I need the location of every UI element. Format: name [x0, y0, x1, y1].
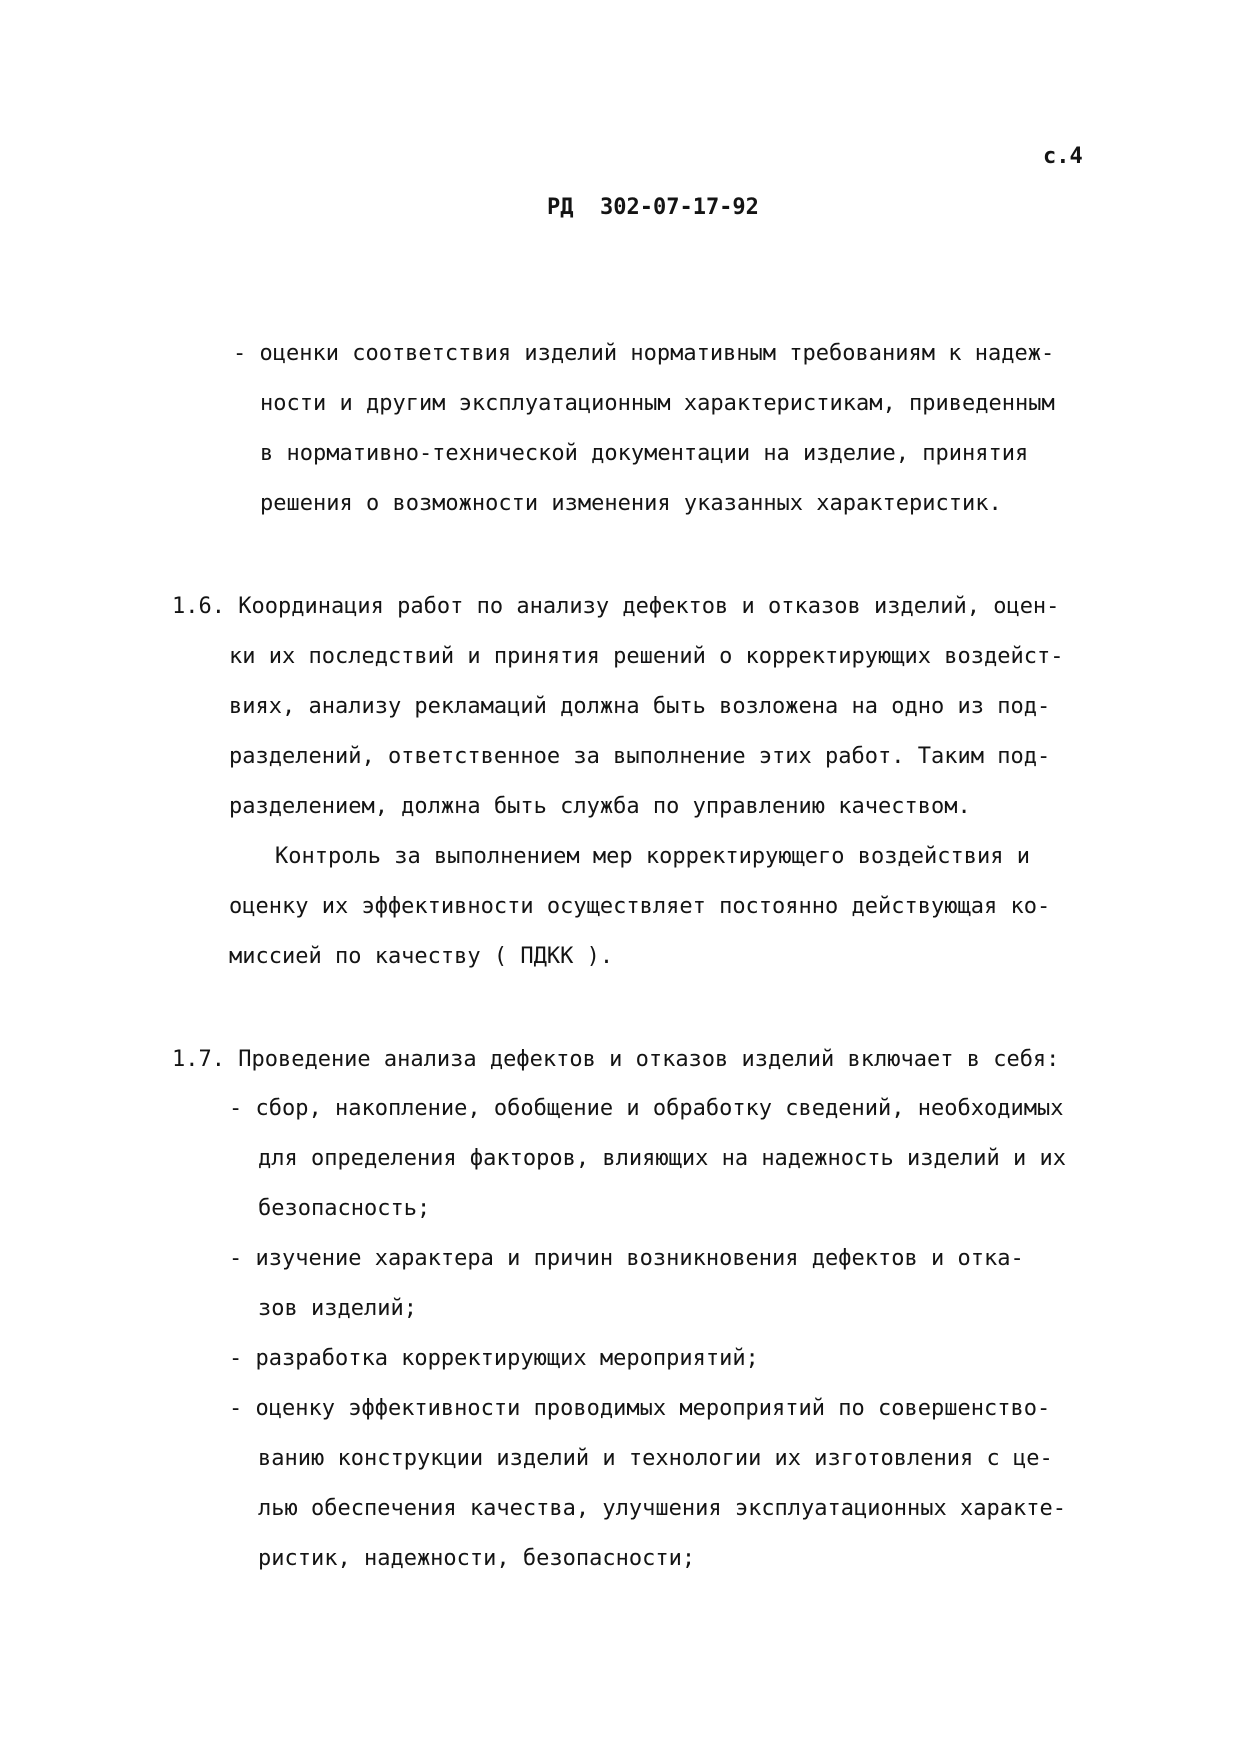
text-line: 1.6. Координация работ по анализу дефектов и отказов изделий, оцен- — [172, 594, 1060, 619]
text-line: в нормативно-технической документации на изделие, принятия — [260, 441, 1029, 466]
text-line: - оценки соответствия изделий нормативным требованиям к надеж- — [233, 341, 1055, 366]
text-line: ности и другим эксплуатационным характеристикам, приведенным — [260, 391, 1055, 416]
text-line: ристик, надежности, безопасности; — [258, 1546, 696, 1571]
text-line: решения о возможности изменения указанных характеристик. — [260, 491, 1002, 516]
text-line: безопасность; — [258, 1196, 431, 1221]
text-line: виях, анализу рекламаций должна быть возложена на одно из под- — [229, 694, 1051, 719]
page-number: с.4 — [1043, 144, 1083, 169]
text-line: разделений, ответственное за выполнение этих работ. Таким под- — [229, 744, 1051, 769]
text-line: 1.7. Проведение анализа дефектов и отказов изделий включает в себя: — [172, 1047, 1060, 1072]
text-line: - сбор, накопление, обобщение и обработку сведений, необходимых — [229, 1096, 1064, 1121]
text-line: ванию конструкции изделий и технологии их изготовления с це- — [258, 1446, 1053, 1471]
text-line: для определения факторов, влияющих на надежность изделий и их — [258, 1146, 1066, 1171]
text-line: оценку их эффективности осуществляет постоянно действующая ко- — [229, 894, 1051, 919]
document-code: РД 302-07-17-92 — [547, 195, 759, 220]
text-line: Контроль за выполнением мер корректирующего воздействия и — [275, 844, 1030, 869]
text-line: ки их последствий и принятия решений о корректирующих воздейст- — [229, 644, 1064, 669]
text-line: - изучение характера и причин возникновения дефектов и отка- — [229, 1246, 1024, 1271]
text-line: разделением, должна быть служба по управлению качеством. — [229, 794, 971, 819]
text-line: миссией по качеству ( ПДКК ). — [229, 944, 614, 969]
text-line: - разработка корректирующих мероприятий; — [229, 1346, 759, 1371]
text-line: зов изделий; — [258, 1296, 417, 1321]
text-line: - оценку эффективности проводимых мероприятий по совершенство- — [229, 1396, 1051, 1421]
text-line: лью обеспечения качества, улучшения эксплуатационных характе- — [258, 1496, 1066, 1521]
